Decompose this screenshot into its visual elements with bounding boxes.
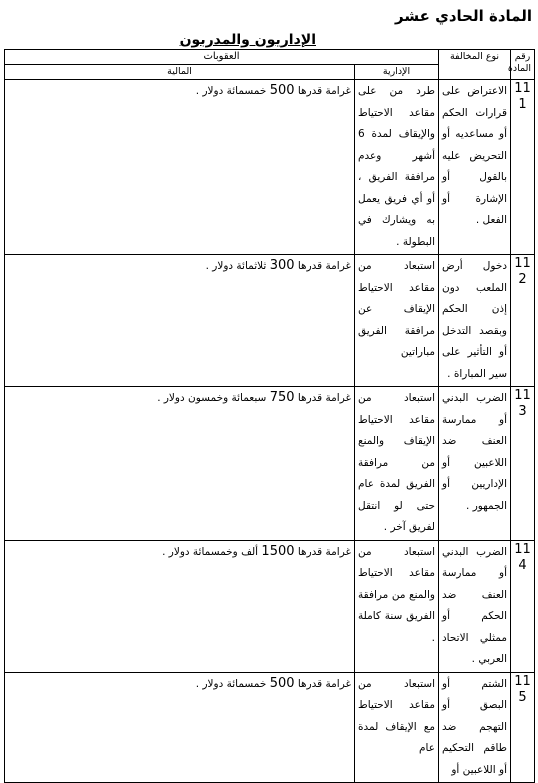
financial-penalty-cell: [5, 387, 355, 541]
article-number-sub: 2: [518, 272, 527, 287]
article-number-main: 11: [514, 81, 531, 96]
article-title: المادة الحادي عشر: [395, 7, 532, 25]
fine-words: سبعمائة وخمسون دولار .: [157, 392, 267, 404]
table-row: [5, 80, 535, 255]
fine-words: ثلاثمائة دولار .: [205, 260, 267, 272]
fine-words: خمسمائة دولار .: [195, 85, 267, 97]
fine-prefix: غرامة قدرها: [297, 85, 351, 97]
fine-amount: 300: [269, 258, 295, 273]
violation-cell: الضرب البدني أو ممارسة العنف ضد الحكم أو ممثلي الاتحاد العربي .: [439, 540, 511, 672]
violation-cell: الاعتراض على قرارات الحكم أو مساعديه أو التحريض عليه بالقول أو الإشارة أو الفعل .: [439, 80, 511, 255]
article-number-cell: [511, 672, 535, 783]
fine-amount: 500: [269, 83, 295, 98]
fine-prefix: غرامة قدرها: [297, 677, 351, 690]
article-number-sub: 3: [518, 404, 527, 419]
financial-penalty-cell: [5, 672, 355, 783]
section-title: الإداريون والمدربون: [179, 32, 316, 48]
header-article-number: [507, 50, 535, 80]
header-row-top: [5, 50, 535, 65]
fine-amount: 500: [269, 675, 295, 691]
header-financial: المالية: [5, 65, 355, 80]
fine-amount: 750: [269, 390, 295, 405]
administrative-penalty-cell: طرد من على مقاعد الاحتياط والإيقاف لمدة 6 أشهر وعدم مرافقة الفريق ، أو أي فريق يعمل به ويشارك في البطولة .: [355, 80, 439, 255]
fine-prefix: غرامة قدرها: [297, 392, 351, 404]
table-row: [5, 672, 535, 783]
table-row: [5, 387, 535, 541]
fine-amount: 1500: [261, 543, 295, 559]
fine-prefix: غرامة قدرها: [297, 260, 351, 272]
financial-penalty-cell: [5, 255, 355, 387]
article-number-sub: 1: [518, 97, 527, 112]
table-row: [5, 540, 535, 672]
violation-cell: الضرب البدني أو ممارسة العنف ضد اللاعبين أو الإداريين أو الجمهور .: [439, 387, 511, 541]
article-number-main: 11: [514, 673, 531, 689]
article-number-cell: [511, 387, 535, 541]
article-number-main: 11: [514, 541, 531, 557]
administrative-penalty-cell: استبعاد من مقاعد الاحتياط الإيقاف عن مرافقة الفريق مباراتين: [355, 255, 439, 387]
administrative-penalty-cell: استبعاد من مقاعد الاحتياط والمنع من مرافقة الفريق سنة كاملة .: [355, 540, 439, 672]
fine-prefix: غرامة قدرها: [297, 545, 351, 558]
fine-words: ألف وخمسمائة دولار .: [162, 545, 259, 558]
article-number-cell: [511, 540, 535, 672]
header-administrative: الإدارية: [355, 65, 439, 80]
financial-penalty-cell: [5, 80, 355, 255]
fine-words: خمسمائة دولار .: [195, 677, 267, 690]
header-num-line1: رقم: [514, 51, 531, 62]
administrative-penalty-cell: استبعاد من مقاعد الاحتياط الإيقاف والمنع من مرافقة الفريق لمدة عام حتى لو انتقل لفريق آخر .: [355, 387, 439, 541]
article-number-cell: [511, 255, 535, 387]
header-violation-type: نوع المخالفة: [439, 50, 511, 80]
article-number-sub: 4: [518, 557, 527, 573]
article-number-sub: 5: [518, 689, 527, 705]
article-number-cell: [511, 80, 535, 255]
article-number-main: 11: [514, 388, 531, 403]
table-row: [5, 255, 535, 387]
header-penalties: العقوبات: [5, 50, 439, 65]
header-num-line2: المادة: [507, 63, 531, 74]
penalties-table: [4, 49, 535, 783]
financial-penalty-cell: [5, 540, 355, 672]
article-number-main: 11: [514, 256, 531, 271]
administrative-penalty-cell: استبعاد من مقاعد الاحتياط مع الإيقاف لمدة عام: [355, 672, 439, 783]
violation-cell: دخول أرض الملعب دون إذن الحكم وبقصد التدخل أو التأثير على سير المباراة .: [439, 255, 511, 387]
violation-cell: الشتم أو البصق أو التهجم ضد طاقم التحكيم أو اللاعبين أو: [439, 672, 511, 783]
